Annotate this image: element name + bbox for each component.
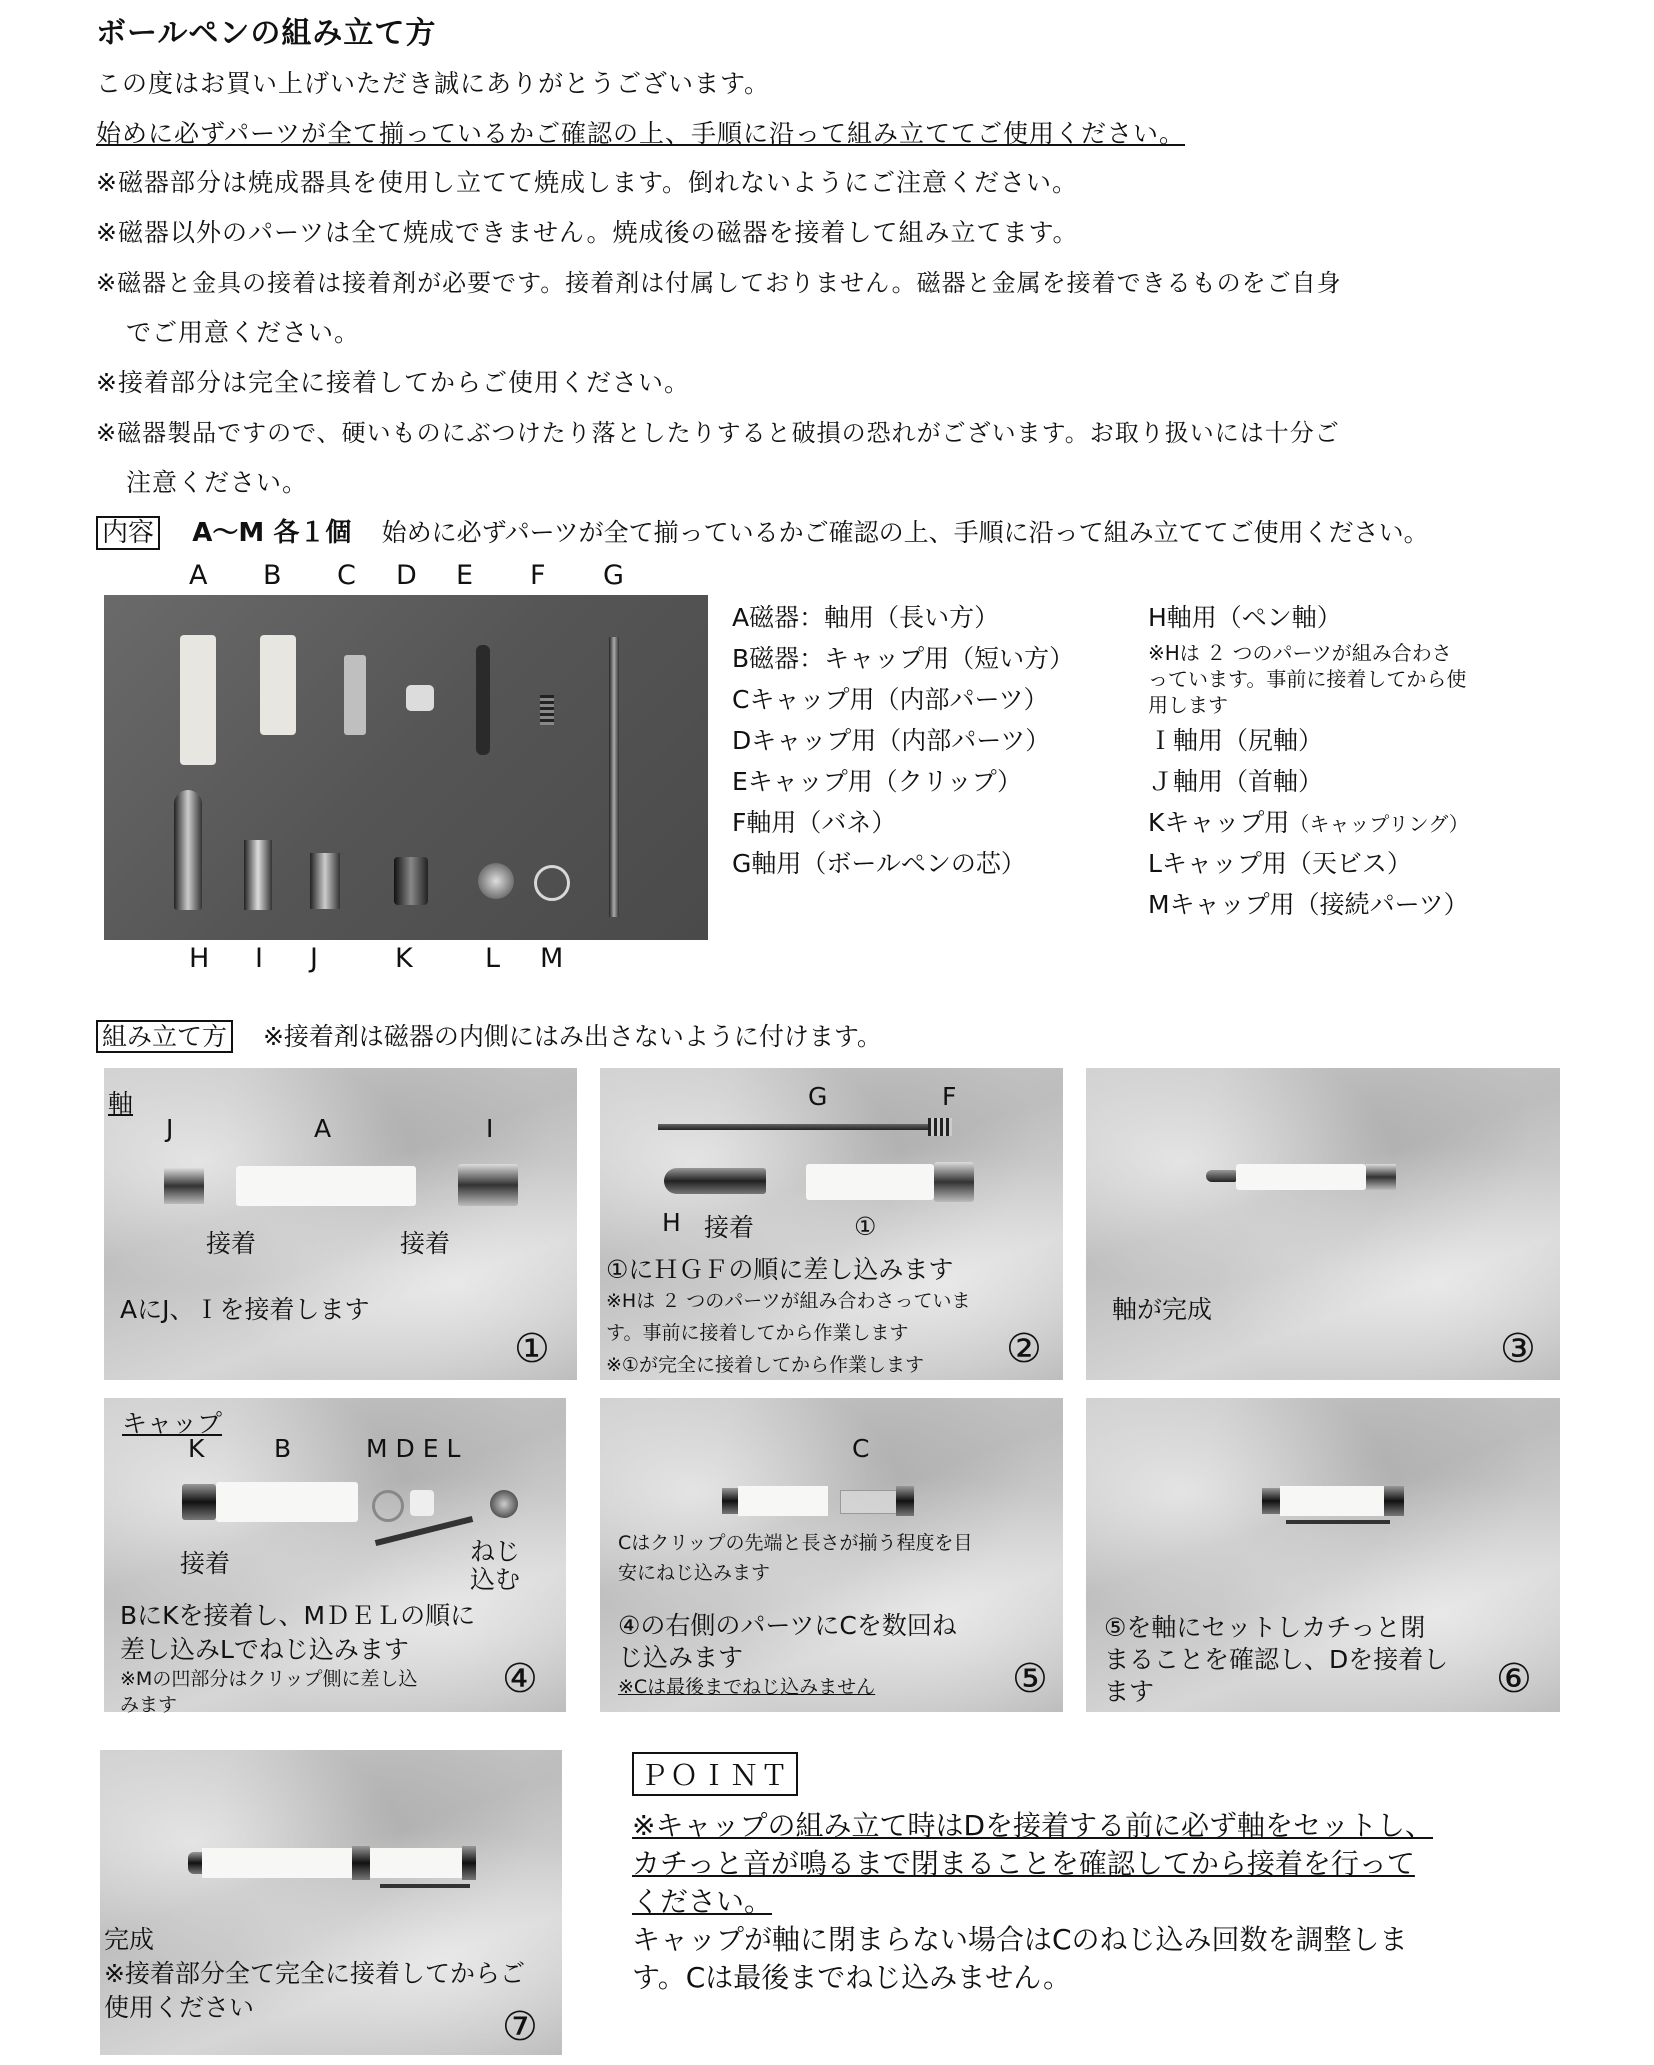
glue-label: 接着 — [704, 1213, 755, 1242]
step-text: 差し込みLでねじ込みます — [120, 1635, 409, 1664]
intro-note: ※磁器以外のパーツは全て焼成できません。焼成後の磁器を接着して組み立てます。 — [96, 218, 1079, 247]
step-text: 軸が完成 — [1112, 1295, 1213, 1324]
intro-note-cont: 注意ください。 — [126, 468, 309, 497]
part-letter: L — [485, 943, 501, 974]
parts-list-item: Ｉ軸用（尻軸） — [1148, 726, 1324, 755]
part-m-image — [372, 1490, 404, 1522]
pen-body-image — [202, 1848, 352, 1878]
step-7-panel — [100, 1750, 562, 2055]
intro-line-underlined: 始めに必ずパーツが全て揃っているかご確認の上、手順に沿って組み立ててご使用ください。 — [96, 119, 1186, 148]
parts-list-item: Mキャップ用（接続パーツ） — [1148, 890, 1469, 919]
cap-end-image — [462, 1846, 476, 1880]
clip-image — [380, 1884, 470, 1888]
step-text: ④の右側のパーツにCを数回ね — [618, 1611, 957, 1640]
part-j — [310, 853, 340, 909]
parts-list-item: Lキャップ用（天ビス） — [1148, 849, 1412, 878]
step-note: ※Cは最後までねじ込みません — [618, 1676, 876, 1698]
part-h-image — [664, 1168, 766, 1194]
part-c-image — [840, 1490, 898, 1514]
pen-body-image — [1236, 1164, 1366, 1190]
step-note: Cはクリップの先端と長さが揃う程度を目 — [618, 1532, 973, 1554]
parts-list-item: Dキャップ用（内部パーツ） — [732, 726, 1051, 755]
page-title: ボールペンの組み立て方 — [96, 16, 437, 51]
parts-list-item: Ｊ軸用（首軸） — [1148, 767, 1324, 796]
part-f-image — [928, 1118, 952, 1136]
part-i-image — [934, 1162, 974, 1202]
intro-note: ※磁器製品ですので、硬いものにぶつけたり落としたりすると破損の恐れがございます。お取り扱いには十分ご — [96, 419, 1340, 447]
step-number: ② — [1006, 1326, 1042, 1372]
part-letter: C — [852, 1434, 870, 1463]
cap-body-image — [1280, 1486, 1384, 1516]
step-text: 完成 — [104, 1925, 155, 1954]
parts-list-item-suffix: （キャップリング） — [1289, 812, 1469, 836]
assembled-part-1-image — [806, 1164, 934, 1200]
parts-list-item: G軸用（ボールペンの芯） — [732, 849, 1026, 878]
step-heading: 軸 — [108, 1089, 134, 1118]
step-note: ※Mの凹部分はクリップ側に差し込 — [120, 1668, 418, 1690]
part-a-porcelain — [180, 635, 216, 765]
step-text: じ込みます — [618, 1643, 744, 1672]
point-line: す。Cは最後までねじ込みません。 — [632, 1961, 1071, 1994]
part-c — [344, 655, 366, 735]
part-l-image — [1384, 1486, 1404, 1516]
step-number: ⑦ — [502, 2004, 538, 2050]
parts-list-left — [732, 605, 1074, 876]
part-l-image — [490, 1490, 518, 1518]
intro-note-cont: でご用意ください。 — [126, 318, 361, 347]
glue-label: 接着 — [206, 1229, 257, 1258]
step-text: AにJ、Ｉを接着します — [120, 1295, 370, 1324]
step-note: ※接着部分全て完全に接着してからご — [104, 1959, 525, 1988]
part-a-image — [236, 1166, 416, 1206]
screw-label: 込む — [470, 1565, 521, 1594]
point-line: カチっと音が鳴るまで閉まることを確認してから接着を行って — [632, 1847, 1415, 1880]
step-note: ※①が完全に接着してから作業します — [606, 1354, 924, 1376]
part-letter: I — [486, 1114, 494, 1143]
part-d-image — [410, 1490, 434, 1516]
step-4-panel — [104, 1398, 566, 1716]
intro-note: ※磁器と金具の接着は接着剤が必要です。接着剤は付属しておりません。磁器と金属を接着できるものをご自身 — [96, 269, 1342, 297]
parts-list-item: A磁器：軸用（長い方） — [732, 603, 1000, 632]
step-number: ⑥ — [1496, 1656, 1532, 1702]
part-e-clip — [476, 645, 490, 755]
part-g-image — [658, 1124, 928, 1130]
circle-label: ① — [854, 1212, 877, 1241]
part-letter: F — [530, 560, 546, 591]
part-b-image — [216, 1482, 358, 1522]
pen-end-image — [1366, 1164, 1396, 1190]
intro-line: この度はお買い上げいただき誠にありがとうございます。 — [96, 69, 771, 98]
cap-ring-image — [352, 1846, 370, 1880]
part-letter: F — [942, 1082, 957, 1111]
step-6-panel — [1086, 1398, 1560, 1712]
step-note: す。事前に接着してから作業します — [606, 1322, 909, 1344]
step-number: ⑤ — [1012, 1656, 1048, 1702]
step-note: 安にねじ込みます — [618, 1562, 771, 1584]
cap-body-image — [738, 1486, 828, 1516]
point-line: ※キャップの組み立て時はDを接着する前に必ず軸をセットし、 — [632, 1809, 1434, 1842]
step-number: ① — [514, 1326, 550, 1372]
point-line: キャップが軸に閉まらない場合はCのねじ込み回数を調整しま — [632, 1923, 1408, 1956]
part-j-image — [164, 1168, 204, 1204]
part-letter: B — [274, 1434, 292, 1463]
part-letter: D — [396, 560, 417, 591]
parts-photo — [104, 595, 708, 940]
part-d — [406, 685, 434, 711]
glue-label: 接着 — [400, 1229, 451, 1258]
parts-list-note: 用します — [1148, 693, 1228, 717]
intro-note: ※磁器部分は焼成器具を使用し立てて焼成します。倒れないようにご注意ください。 — [96, 168, 1078, 197]
part-letter: J — [166, 1114, 174, 1143]
part-k-image — [722, 1488, 738, 1514]
contents-count: A～M 各１個 — [192, 518, 352, 548]
step-text: BにKを接着し、MＤＥＬの順に — [120, 1601, 476, 1630]
parts-list-note: っています。事前に接着してから使 — [1148, 667, 1467, 691]
assembly-label: 組み立て方 — [96, 1020, 233, 1053]
step-text: ます — [1104, 1677, 1155, 1706]
point-line: ください。 — [632, 1885, 773, 1918]
parts-list-right — [1148, 605, 1469, 917]
step-heading: キャップ — [122, 1409, 223, 1438]
part-letter: H — [662, 1208, 681, 1237]
step-text: まることを確認し、Dを接着し — [1104, 1645, 1449, 1674]
contents-note: 始めに必ずパーツが全て揃っているかご確認の上、手順に沿って組み立ててご使用ください。 — [381, 518, 1429, 547]
step-5-panel — [600, 1398, 1063, 1712]
part-letter: G — [808, 1082, 828, 1111]
part-l — [478, 863, 514, 899]
step-text: ①にＨＧＦの順に差し込みます — [606, 1255, 954, 1284]
part-letter: G — [603, 560, 624, 591]
step-text: ⑤を軸にセットしカチっと閉 — [1104, 1613, 1426, 1642]
part-k — [394, 857, 428, 905]
pen-tip-image — [188, 1852, 202, 1874]
part-i — [244, 840, 272, 910]
part-letter: K — [188, 1434, 205, 1463]
parts-list-note: ※Hは ２ つのパーツが組み合わさ — [1148, 641, 1452, 665]
parts-list-item: H軸用（ペン軸） — [1148, 603, 1342, 632]
part-letter: C — [337, 560, 356, 591]
cap-body-image — [370, 1848, 462, 1878]
part-letter: J — [310, 943, 318, 974]
parts-list-item: B磁器：キャップ用（短い方） — [732, 644, 1075, 673]
assembly-note: ※接着剤は磁器の内側にはみ出さないように付けます。 — [262, 1022, 882, 1051]
step-2-panel — [600, 1068, 1063, 1380]
clip-image — [1286, 1520, 1390, 1524]
part-i-image — [458, 1164, 518, 1206]
part-letter: M — [540, 943, 564, 974]
point-label: ＰＯＩＮＴ — [632, 1752, 798, 1796]
part-letter: H — [189, 943, 210, 974]
parts-list-item: Kキャップ用（キャップリング） — [1148, 808, 1469, 837]
part-k-image — [1262, 1488, 1280, 1514]
part-letter: I — [255, 943, 263, 974]
step-number: ④ — [502, 1656, 538, 1702]
part-m-ring — [534, 865, 570, 901]
part-b-porcelain — [260, 635, 296, 735]
step-note: ※Hは ２ つのパーツが組み合わさっていま — [606, 1290, 971, 1312]
part-letter: A — [189, 560, 208, 591]
screw-label: ねじ — [470, 1537, 521, 1566]
part-h — [174, 790, 202, 910]
part-letters: M D E L — [366, 1434, 461, 1463]
step-number: ③ — [1500, 1326, 1536, 1372]
part-f-spring — [540, 695, 554, 725]
part-letter: K — [395, 943, 413, 974]
step-1-panel — [104, 1068, 577, 1380]
part-l-image — [896, 1486, 914, 1516]
step-3-panel — [1086, 1068, 1560, 1380]
part-k-image — [182, 1484, 216, 1520]
parts-list-item: Cキャップ用（内部パーツ） — [732, 685, 1049, 714]
part-g-refill — [609, 637, 619, 917]
part-letter: E — [456, 560, 474, 591]
parts-list-item: Eキャップ用（クリップ） — [732, 767, 1023, 796]
step-note: みます — [120, 1694, 178, 1716]
contents-label: 内容 — [96, 516, 160, 550]
pen-tip-image — [1206, 1170, 1236, 1182]
glue-label: 接着 — [180, 1549, 231, 1578]
intro-note: ※接着部分は完全に接着してからご使用ください。 — [96, 368, 690, 397]
step-note: 使用ください — [104, 1993, 255, 2022]
part-letter: B — [263, 560, 282, 591]
parts-list-item: F軸用（バネ） — [732, 808, 897, 837]
part-letter: A — [314, 1114, 332, 1143]
